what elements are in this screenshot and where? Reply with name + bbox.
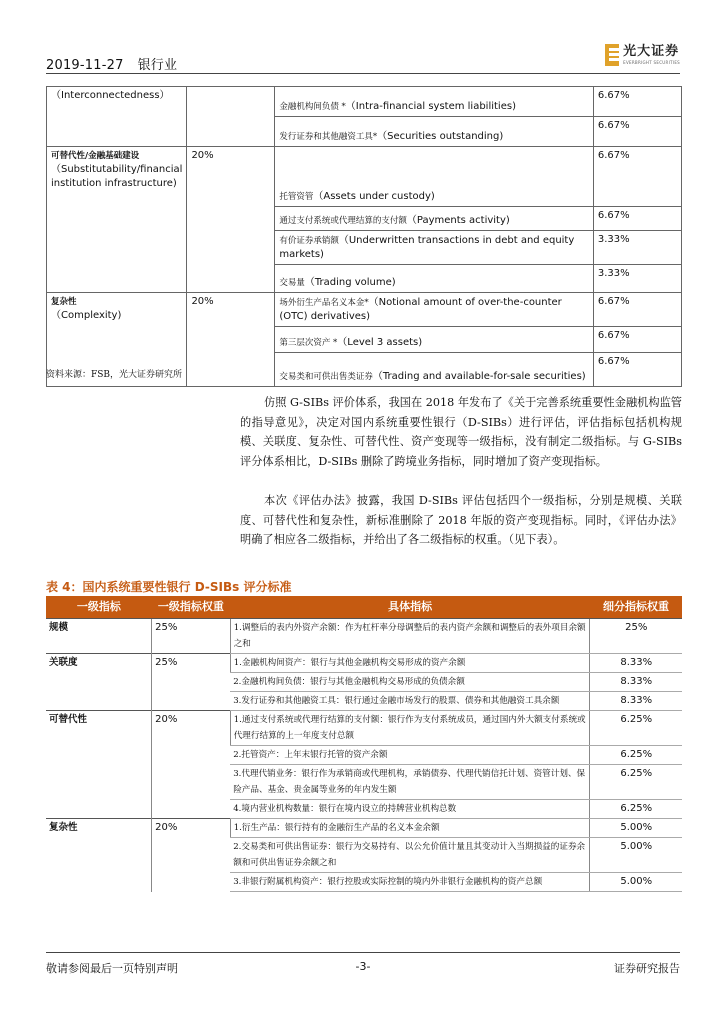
sub-weight-cell: 6.67% bbox=[593, 293, 681, 327]
dsibs-scoring-table bbox=[46, 596, 682, 892]
table-row bbox=[47, 293, 682, 327]
specific-indicator-en: （Level 3 assets) bbox=[337, 337, 423, 348]
primary-weight-cell: 20% bbox=[152, 711, 231, 819]
specific-indicator-cell: 1.金融机构间资产：银行与其他金融机构交易形成的资产余额 bbox=[230, 654, 590, 673]
primary-indicator-cell bbox=[47, 87, 187, 147]
header-date-line bbox=[46, 54, 177, 73]
specific-indicator-en: （Assets under custody) bbox=[313, 191, 435, 202]
weight-cell bbox=[187, 87, 275, 147]
specific-indicator-en: （Underwritten transactions in debt and equity markets) bbox=[279, 235, 575, 260]
specific-indicator-cn: 有价证券承销额 bbox=[279, 236, 339, 246]
primary-indicator-en: （Interconnectedness） bbox=[51, 90, 170, 101]
primary-indicator-en: （Complexity) bbox=[51, 310, 122, 321]
specific-indicator-cell: 3.非银行附属机构资产：银行控股或实际控制的境内外非银行金融机构的资产总额 bbox=[230, 873, 590, 892]
specific-indicator-cell bbox=[275, 231, 594, 265]
primary-indicator-cell: 规模 bbox=[46, 619, 152, 654]
sub-weight-cell: 25% bbox=[590, 619, 682, 654]
footer-rule bbox=[46, 952, 680, 953]
paragraph-2: 本次《评估办法》披露，我国 D-SIBs 评估包括四个一级指标，分别是规模、关联度、可替代性和复杂性，新标准删除了 2018 年版的资产变现指标。同时，《评估办法》明确了相应各二级指标，并给出了各二级指标的权重。（见下表）。 bbox=[240, 494, 682, 547]
primary-indicator-cn: 复杂性 bbox=[51, 297, 77, 307]
specific-indicator-cell bbox=[275, 265, 594, 293]
primary-indicator-en: （Substitutability/financial institution infrastructure) bbox=[51, 164, 183, 189]
weight-cell: 20% bbox=[187, 293, 275, 387]
specific-indicator-en: （Securities outstanding) bbox=[377, 131, 504, 142]
weight-cell: 20% bbox=[187, 147, 275, 293]
company-logo bbox=[605, 44, 680, 70]
paragraph-1: 仿照 G-SIBs 评价体系，我国在 2018 年发布了《关于完善系统重要性金融机构监管的指导意见》，决定对国内系统重要性银行（D-SIBs）进行评估，评估指标包括机构规模、关联度、复杂性、可替代性、资产变现等一级指标，没有制定二级指标。与 G-SIBs 评分体系相比，D-SIBs 删除了跨境业务指标，同时增加了资产变现指标。 bbox=[240, 396, 682, 468]
specific-indicator-cn: 第三层次资产 * bbox=[279, 338, 338, 348]
primary-indicator-cell bbox=[47, 147, 187, 293]
specific-indicator-cell bbox=[275, 117, 594, 147]
table-4-title: 表 4：国内系统重要性银行 D-SIBs 评分标准 bbox=[46, 580, 292, 594]
specific-indicator-cell: 2.金融机构间负债：银行与其他金融机构交易形成的负债余额 bbox=[230, 673, 590, 692]
specific-indicator-cell bbox=[275, 207, 594, 231]
sub-weight-cell: 6.67% bbox=[593, 327, 681, 353]
sub-weight-cell: 6.25% bbox=[590, 800, 682, 819]
sub-weight-cell: 3.33% bbox=[593, 231, 681, 265]
specific-indicator-cn: 通过支付系统或代理结算的支付额 bbox=[279, 216, 407, 226]
specific-indicator-cell: 2.托管资产：上年末银行托管的资产余额 bbox=[230, 746, 590, 765]
primary-indicator-cell: 复杂性 bbox=[46, 819, 152, 892]
primary-weight-cell: 20% bbox=[152, 819, 231, 892]
source-note: 资料来源：FSB，光大证券研究所 bbox=[46, 370, 183, 380]
specific-indicator-cell bbox=[275, 353, 594, 387]
table-row bbox=[46, 654, 682, 673]
table-header-row bbox=[46, 596, 682, 619]
table-row bbox=[47, 147, 682, 207]
sub-weight-cell: 3.33% bbox=[593, 265, 681, 293]
primary-indicator-cell: 可替代性 bbox=[46, 711, 152, 819]
specific-indicator-cell: 1.通过支付系统或代理行结算的支付额：银行作为支付系统成员，通过国内外大额支付系统或代理行结算的上一年度支付总额 bbox=[230, 711, 590, 746]
table-row bbox=[46, 711, 682, 746]
specific-indicator-cell: 3.代理代销业务：银行作为承销商或代理机构，承销债券、代理代销信托计划、资管计划、保险产品、基金、贵金属等业务的年内发生额 bbox=[230, 765, 590, 800]
specific-indicator-cell: 2.交易类和可供出售证券：银行为交易持有、以公允价值计量且其变动计入当期损益的证券余额和可供出售证券余额之和 bbox=[230, 838, 590, 873]
header-primary-indicator: 一级指标 bbox=[46, 596, 152, 619]
sub-weight-cell: 5.00% bbox=[590, 838, 682, 873]
logo-icon bbox=[605, 44, 619, 66]
table-row bbox=[46, 619, 682, 654]
fsb-indicator-table bbox=[46, 86, 682, 387]
logo-name-en: EVERBRIGHT SECURITIES bbox=[623, 60, 680, 65]
specific-indicator-en: （Notional amount of over-the-counter (OTC) derivatives) bbox=[279, 297, 562, 322]
sub-weight-cell: 8.33% bbox=[590, 654, 682, 673]
page-header bbox=[46, 44, 680, 72]
disclaimer-note: 敬请参阅最后一页特别声明 bbox=[46, 962, 178, 975]
specific-indicator-cell: 1.衍生产品：银行持有的金融衍生产品的名义本金余额 bbox=[230, 819, 590, 838]
report-type: 证券研究报告 bbox=[614, 962, 680, 975]
specific-indicator-en: （Trading volume) bbox=[304, 277, 396, 288]
specific-indicator-cell bbox=[275, 327, 594, 353]
sub-weight-cell: 6.67% bbox=[593, 87, 681, 117]
primary-indicator-cn: 可替代性/金融基础建设 bbox=[51, 151, 140, 161]
table-row bbox=[47, 87, 682, 117]
specific-indicator-cell: 3.发行证券和其他融资工具：银行通过金融市场发行的股票、债券和其他融资工具余额 bbox=[230, 692, 590, 711]
specific-indicator-cell: 1.调整后的表内外资产余额：作为杠杆率分母调整后的表内资产余额和调整后的表外项目余额之和 bbox=[230, 619, 590, 654]
specific-indicator-cell bbox=[275, 293, 594, 327]
specific-indicator-cn: 金融机构间负债 * bbox=[279, 102, 346, 112]
page-number: -3- bbox=[355, 960, 371, 973]
sub-weight-cell: 6.25% bbox=[590, 711, 682, 746]
primary-indicator-cell: 关联度 bbox=[46, 654, 152, 711]
specific-indicator-en: （Intra-financial system liabilities) bbox=[345, 101, 516, 112]
sub-weight-cell: 8.33% bbox=[590, 692, 682, 711]
sub-weight-cell: 6.25% bbox=[590, 765, 682, 800]
specific-indicator-cn: 托管资管 bbox=[279, 192, 314, 202]
sub-weight-cell: 5.00% bbox=[590, 873, 682, 892]
specific-indicator-cn: 交易量 bbox=[279, 278, 305, 288]
header-rule bbox=[46, 73, 680, 74]
specific-indicator-cn: 发行证券和其他融资工具* bbox=[279, 132, 378, 142]
primary-weight-cell: 25% bbox=[152, 654, 231, 711]
industry-label: 银行业 bbox=[137, 58, 178, 73]
sub-weight-cell: 8.33% bbox=[590, 673, 682, 692]
table-row bbox=[46, 819, 682, 838]
sub-weight-cell: 6.67% bbox=[593, 147, 681, 207]
sub-weight-cell: 6.25% bbox=[590, 746, 682, 765]
header-sub-weight: 细分指标权重 bbox=[590, 596, 682, 619]
specific-indicator-cell bbox=[275, 87, 594, 117]
specific-indicator-cell bbox=[275, 147, 594, 207]
sub-weight-cell: 6.67% bbox=[593, 207, 681, 231]
header-primary-weight: 一级指标权重 bbox=[152, 596, 231, 619]
specific-indicator-cell: 4.境内营业机构数量：银行在境内设立的持牌营业机构总数 bbox=[230, 800, 590, 819]
specific-indicator-cn: 交易类和可供出售类证券 bbox=[279, 372, 373, 382]
sub-weight-cell: 5.00% bbox=[590, 819, 682, 838]
report-date: 2019-11-27 bbox=[46, 58, 124, 73]
specific-indicator-cn: 场外衍生产品名义本金* bbox=[279, 298, 369, 308]
specific-indicator-en: （Payments activity) bbox=[406, 215, 510, 226]
logo-name-cn: 光大证券 bbox=[623, 44, 680, 59]
sub-weight-cell: 6.67% bbox=[593, 117, 681, 147]
sub-weight-cell: 6.67% bbox=[593, 353, 681, 387]
primary-weight-cell: 25% bbox=[152, 619, 231, 654]
specific-indicator-en: （Trading and available-for-sale securities) bbox=[372, 371, 586, 382]
header-specific-indicator: 具体指标 bbox=[230, 596, 590, 619]
